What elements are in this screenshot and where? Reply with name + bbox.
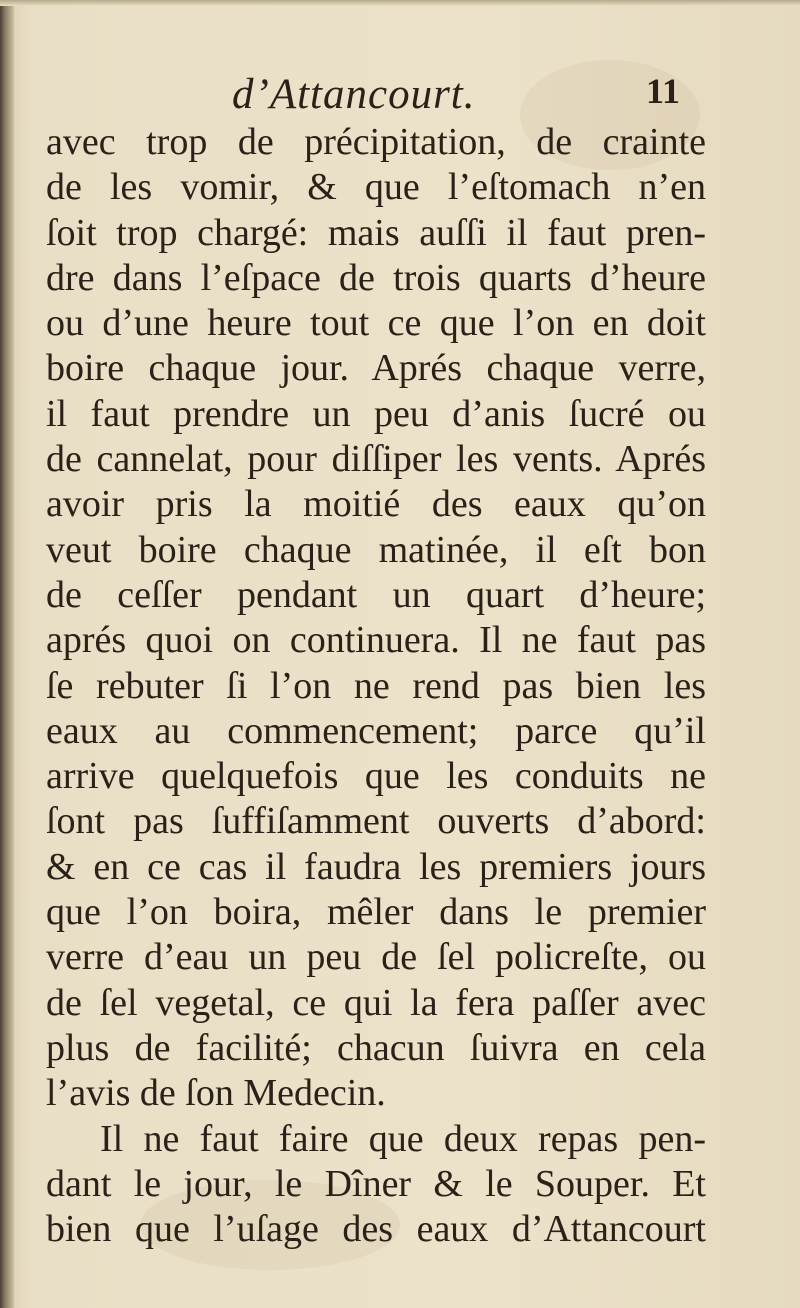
page-header	[0, 62, 800, 122]
text-line: veut boire chaque matinée, il eſt bon	[46, 528, 706, 571]
body-text	[46, 120, 706, 1252]
text-line: de ſel vegetal, ce qui la fera paſſer avec	[46, 981, 706, 1024]
text-line-paragraph-start: Il ne faut faire que deux repas pen-	[100, 1117, 706, 1160]
text-line: aprés quoi on continuera. Il ne faut pas	[46, 619, 706, 662]
text-line: dre dans l’eſpace de trois quarts d’heure	[46, 256, 706, 299]
page-number: 11	[646, 71, 681, 111]
text-line: & en ce cas il faudra les premiers jours	[46, 845, 706, 888]
top-edge	[0, 0, 800, 6]
text-line: ſe rebuter ſi l’on ne rend pas bien les	[46, 664, 706, 707]
text-line: de ceſſer pendant un quart d’heure;	[46, 573, 706, 616]
text-line: boire chaque jour. Aprés chaque verre,	[46, 347, 706, 390]
text-line: ſont pas ſuffiſamment ouverts d’abord:	[46, 800, 706, 843]
text-line: bien que l’uſage des eaux d’Attancourt	[46, 1208, 706, 1251]
text-line: il faut prendre un peu d’anis ſucré ou	[46, 392, 706, 435]
text-line: de les vomir, & que l’eſtomach n’en	[46, 166, 706, 209]
binding-edge	[0, 0, 14, 1308]
running-head: d’Attancourt.	[232, 71, 476, 118]
text-line: arrive quelquefois que les conduits ne	[46, 755, 706, 798]
text-line: avec trop de précipitation, de crainte	[46, 121, 706, 163]
text-line: verre d’eau un peu de ſel policreſte, ou	[46, 936, 706, 979]
text-line: ou d’une heure tout ce que l’on en doit	[46, 302, 706, 345]
text-line: avoir pris la moitié des eaux qu’on	[46, 483, 706, 526]
text-line: plus de facilité; chacun ſuivra en cela	[46, 1026, 706, 1069]
text-line-paragraph-end: l’avis de ſon Medecin.	[46, 1072, 386, 1115]
text-line: que l’on boira, mêler dans le premier	[46, 891, 706, 934]
text-line: dant le jour, le Dîner & le Souper. Et	[46, 1162, 706, 1205]
text-line: de cannelat, pour diſſiper les vents. Aprés	[46, 438, 706, 481]
text-line: ſoit trop chargé: mais auſſi il faut pren-	[46, 211, 706, 254]
text-line: eaux au commencement; parce qu’il	[46, 709, 706, 752]
